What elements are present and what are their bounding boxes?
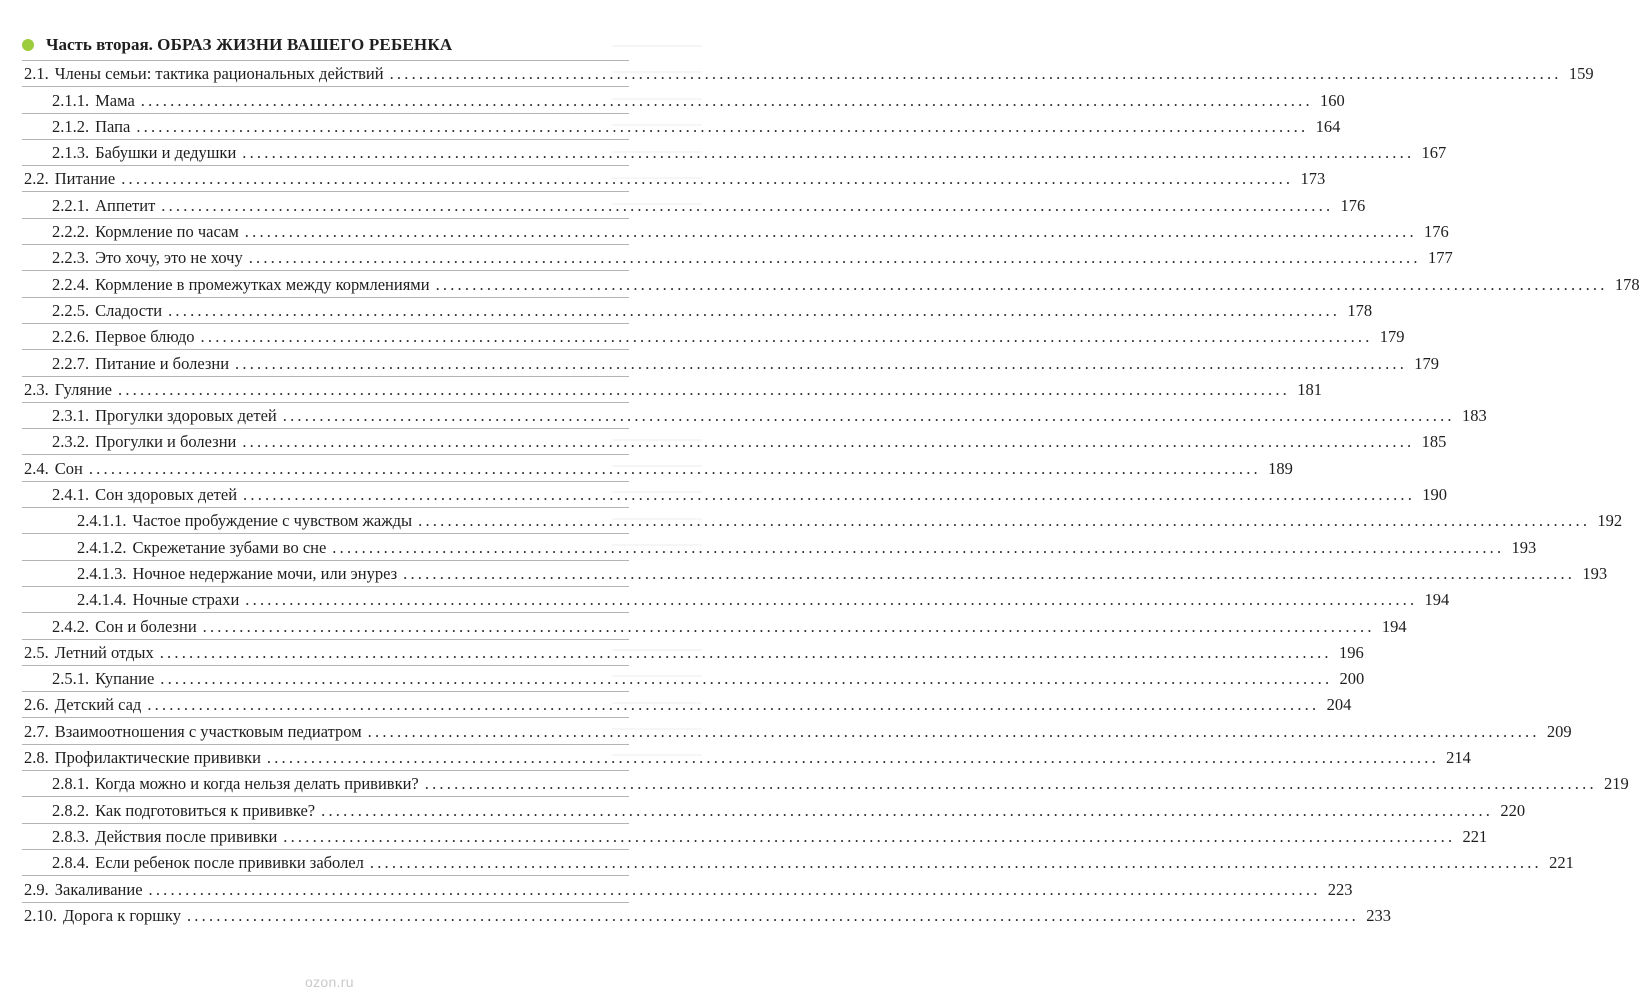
toc-entry-title: Члены семьи: тактика рациональных действий bbox=[54, 64, 384, 84]
toc-entry bbox=[22, 691, 1352, 717]
dot-leader: ................................................................................................................................................................ bbox=[266, 748, 1439, 768]
toc-entry-number: 2.2.5. bbox=[52, 300, 90, 320]
toc-entry-number: 2.1.2. bbox=[52, 116, 90, 136]
toc-entry-title: Как подготовиться к прививке? bbox=[95, 800, 316, 820]
toc-entry-title: Питание bbox=[54, 169, 116, 189]
toc-entry bbox=[22, 586, 1450, 612]
toc-entry-page: 176 bbox=[1424, 222, 1449, 242]
dot-leader: ................................................................................................................................................................ bbox=[186, 905, 1359, 925]
dot-leader: ................................................................................................................................................................ bbox=[168, 300, 1341, 320]
part-title-text: ОБРАЗ ЖИЗНИ ВАШЕГО РЕБЕНКА bbox=[157, 35, 453, 54]
toc-entry bbox=[22, 86, 1345, 112]
toc-entry-page: 185 bbox=[1421, 432, 1447, 452]
toc-entry bbox=[22, 376, 1322, 402]
toc-entry-title: Купание bbox=[95, 669, 155, 689]
toc-entry-page: 221 bbox=[1549, 853, 1574, 873]
toc-entry-number: 2.4.1.2. bbox=[77, 537, 127, 557]
toc-entry-number: 2.4.1.3. bbox=[77, 563, 127, 583]
toc-entry-number: 2.2.1. bbox=[52, 195, 90, 215]
toc-entry-page: 214 bbox=[1446, 748, 1471, 768]
toc-entry-page: 176 bbox=[1340, 195, 1366, 215]
toc-entry-title: Папа bbox=[95, 116, 131, 136]
toc-entry-page: 193 bbox=[1582, 563, 1608, 583]
toc-entry bbox=[22, 639, 1364, 665]
toc-entry-title: Питание и болезни bbox=[95, 353, 230, 373]
toc-entry-page: 196 bbox=[1338, 642, 1364, 662]
toc-entry-number: 2.4.1.4. bbox=[77, 590, 127, 610]
toc-entry-page: 194 bbox=[1424, 590, 1450, 610]
toc-entry-title: Аппетит bbox=[95, 195, 156, 215]
toc-entry-title: Мама bbox=[95, 90, 135, 110]
toc-entry-page: 164 bbox=[1315, 116, 1341, 136]
toc-entry-number: 2.8.4. bbox=[52, 853, 90, 873]
toc-entry-title: Прогулки здоровых детей bbox=[95, 406, 277, 426]
toc-entry bbox=[22, 533, 1537, 559]
toc-entry bbox=[22, 875, 1353, 901]
toc-entry bbox=[22, 612, 1407, 638]
toc-entry-page: 219 bbox=[1604, 774, 1629, 794]
part-header bbox=[22, 33, 682, 57]
toc-entry-title: Гуляние bbox=[54, 379, 112, 399]
toc-entry-number: 2.8. bbox=[24, 748, 49, 768]
toc-entry bbox=[22, 244, 1453, 270]
toc-entry-number: 2.4.2. bbox=[52, 616, 90, 636]
dot-leader: ................................................................................................................................................................ bbox=[244, 222, 1417, 242]
part-title bbox=[46, 35, 452, 55]
toc-entry-title: Кормление в промежутках между кормлениями bbox=[95, 274, 430, 294]
toc-entry bbox=[22, 823, 1488, 849]
toc-entry bbox=[22, 113, 1341, 139]
toc-entry-title: Прогулки и болезни bbox=[95, 432, 237, 452]
toc-entry bbox=[22, 218, 1449, 244]
toc-entry-number: 2.3.1. bbox=[52, 406, 90, 426]
dot-leader: ................................................................................................................................................................ bbox=[418, 511, 1591, 531]
dot-leader: ................................................................................................................................................................ bbox=[367, 721, 1540, 741]
toc-entry-title: Первое блюдо bbox=[95, 327, 195, 347]
dot-leader: ................................................................................................................................................................ bbox=[136, 116, 1309, 136]
toc-entry-number: 2.4.1. bbox=[52, 485, 90, 505]
toc-entry-page: 159 bbox=[1568, 64, 1594, 84]
toc-entry-page: 209 bbox=[1546, 721, 1572, 741]
toc-entry-page: 193 bbox=[1511, 537, 1537, 557]
toc-entry bbox=[22, 902, 1391, 928]
toc-entry-page: 192 bbox=[1597, 511, 1623, 531]
toc-entry-title: Кормление по часам bbox=[95, 222, 239, 242]
toc-entry bbox=[22, 507, 1623, 533]
toc-entry-number: 2.8.3. bbox=[52, 826, 90, 846]
toc-entry-number: 2.2.3. bbox=[52, 248, 90, 268]
toc-entry bbox=[22, 139, 1447, 165]
toc-entry-title: Когда можно и когда нельзя делать прививки? bbox=[95, 774, 419, 794]
toc-entry-page: 160 bbox=[1320, 90, 1345, 110]
toc-entry-page: 194 bbox=[1381, 616, 1407, 636]
toc-entry-title: Летний отдых bbox=[54, 642, 154, 662]
dot-leader: ................................................................................................................................................................ bbox=[245, 590, 1418, 610]
toc-entry-number: 2.3. bbox=[24, 379, 49, 399]
dot-leader: ................................................................................................................................................................ bbox=[235, 353, 1408, 373]
dot-leader: ................................................................................................................................................................ bbox=[88, 458, 1261, 478]
toc-entry-number: 2.7. bbox=[24, 721, 49, 741]
dot-leader: ................................................................................................................................................................ bbox=[369, 853, 1542, 873]
toc-entry bbox=[22, 270, 1640, 296]
toc-entry-number: 2.2.2. bbox=[52, 222, 90, 242]
toc-entry bbox=[22, 297, 1373, 323]
toc-entry-title: Взаимоотношения с участковым педиатром bbox=[54, 721, 362, 741]
dot-leader: ................................................................................................................................................................ bbox=[160, 669, 1333, 689]
toc-entry bbox=[22, 165, 1326, 191]
toc-entry bbox=[22, 744, 1471, 770]
toc-entry-title: Скрежетание зубами во сне bbox=[132, 537, 327, 557]
toc-entry-page: 223 bbox=[1327, 879, 1353, 899]
toc-entry-page: 190 bbox=[1422, 485, 1448, 505]
toc-entry bbox=[22, 849, 1574, 875]
toc-entry-title: Частое пробуждение с чувством жажды bbox=[132, 511, 413, 531]
toc-entry bbox=[22, 323, 1405, 349]
dot-leader: ................................................................................................................................................................ bbox=[389, 64, 1562, 84]
toc-entry-title: Действия после прививки bbox=[95, 826, 278, 846]
part-label: Часть вторая. bbox=[46, 35, 153, 54]
toc-entry-number: 2.1.1. bbox=[52, 90, 90, 110]
toc-entry bbox=[22, 349, 1440, 375]
toc-entry-number: 2.2.6. bbox=[52, 327, 90, 347]
dot-leader: ................................................................................................................................................................ bbox=[248, 248, 1421, 268]
toc-entry bbox=[22, 481, 1448, 507]
toc-entry-number: 2.3.2. bbox=[52, 432, 90, 452]
dot-leader: ................................................................................................................................................................ bbox=[242, 143, 1415, 163]
toc-entry bbox=[22, 770, 1629, 796]
toc-entry-page: 178 bbox=[1347, 300, 1373, 320]
dot-leader: ................................................................................................................................................................ bbox=[140, 90, 1313, 110]
toc-entry-title: Если ребенок после прививки заболел bbox=[95, 853, 364, 873]
dot-leader: ................................................................................................................................................................ bbox=[242, 432, 1415, 452]
toc-entry-page: 183 bbox=[1462, 406, 1487, 426]
toc-entry-page: 173 bbox=[1300, 169, 1326, 189]
toc-entry-number: 2.1.3. bbox=[52, 143, 90, 163]
dot-leader: ................................................................................................................................................................ bbox=[282, 406, 1455, 426]
toc-entry-page: 233 bbox=[1366, 905, 1391, 925]
toc-entry-page: 189 bbox=[1268, 458, 1293, 478]
toc-entry-page: 200 bbox=[1339, 669, 1365, 689]
dot-leader: ................................................................................................................................................................ bbox=[424, 774, 1597, 794]
toc-entry-number: 2.6. bbox=[24, 695, 49, 715]
toc-entry-title: Ночные страхи bbox=[132, 590, 240, 610]
toc-entry bbox=[22, 191, 1366, 217]
toc-entry-page: 179 bbox=[1379, 327, 1405, 347]
dot-leader: ................................................................................................................................................................ bbox=[121, 169, 1294, 189]
toc-entry bbox=[22, 717, 1572, 743]
toc-entry-number: 2.2.7. bbox=[52, 353, 90, 373]
toc-entry bbox=[22, 428, 1447, 454]
toc-entry bbox=[22, 560, 1608, 586]
dot-leader: ................................................................................................................................................................ bbox=[403, 563, 1576, 583]
toc-entry bbox=[22, 402, 1487, 428]
dot-leader: ................................................................................................................................................................ bbox=[159, 642, 1332, 662]
toc-entry-number: 2.2. bbox=[24, 169, 49, 189]
toc-entry bbox=[22, 665, 1365, 691]
toc-entry-title: Это хочу, это не хочу bbox=[95, 248, 243, 268]
toc-entry-number: 2.4.1.1. bbox=[77, 511, 127, 531]
dot-leader: ................................................................................................................................................................ bbox=[283, 826, 1456, 846]
toc-entry-page: 179 bbox=[1414, 353, 1440, 373]
dot-leader: ................................................................................................................................................................ bbox=[202, 616, 1375, 636]
dot-leader: ................................................................................................................................................................ bbox=[161, 195, 1334, 215]
watermark: ozon.ru bbox=[305, 974, 354, 990]
toc-entry-title: Сон bbox=[54, 458, 83, 478]
toc-entry-title: Сон и болезни bbox=[95, 616, 197, 636]
toc-entry-title: Закаливание bbox=[54, 879, 143, 899]
toc-entry-page: 204 bbox=[1326, 695, 1352, 715]
toc-entry-number: 2.8.1. bbox=[52, 774, 90, 794]
toc-entry-page: 167 bbox=[1421, 143, 1447, 163]
toc-entry-page: 221 bbox=[1462, 826, 1488, 846]
toc-entry bbox=[22, 796, 1526, 822]
dot-leader: ................................................................................................................................................................ bbox=[147, 695, 1320, 715]
dot-leader: ................................................................................................................................................................ bbox=[332, 537, 1505, 557]
toc-entry-title: Бабушки и дедушки bbox=[95, 143, 237, 163]
toc-entry-number: 2.4. bbox=[24, 458, 49, 478]
table-of-contents bbox=[22, 60, 1640, 928]
toc-entry-number: 2.2.4. bbox=[52, 274, 90, 294]
toc-entry bbox=[22, 60, 1594, 86]
toc-entry-title: Дорога к горшку bbox=[63, 905, 181, 925]
toc-entry-page: 178 bbox=[1614, 274, 1640, 294]
toc-entry-number: 2.1. bbox=[24, 64, 49, 84]
toc-entry-page: 220 bbox=[1500, 800, 1526, 820]
toc-entry-number: 2.9. bbox=[24, 879, 49, 899]
dot-leader: ................................................................................................................................................................ bbox=[243, 485, 1416, 505]
dot-leader: ................................................................................................................................................................ bbox=[118, 379, 1290, 399]
toc-entry-number: 2.8.2. bbox=[52, 800, 90, 820]
toc-entry-number: 2.10. bbox=[24, 905, 57, 925]
dot-leader: ................................................................................................................................................................ bbox=[200, 327, 1373, 347]
dot-leader: ................................................................................................................................................................ bbox=[321, 800, 1494, 820]
toc-entry-page: 177 bbox=[1427, 248, 1453, 268]
toc-entry-title: Сладости bbox=[95, 300, 163, 320]
toc-entry bbox=[22, 454, 1293, 480]
toc-entry-page: 181 bbox=[1297, 379, 1322, 399]
toc-entry-number: 2.5.1. bbox=[52, 669, 90, 689]
toc-entry-number: 2.5. bbox=[24, 642, 49, 662]
toc-entry-title: Детский сад bbox=[54, 695, 142, 715]
dot-leader: ................................................................................................................................................................ bbox=[435, 274, 1608, 294]
toc-entry-title: Сон здоровых детей bbox=[95, 485, 238, 505]
toc-entry-title: Профилактические прививки bbox=[54, 748, 261, 768]
green-bullet-icon bbox=[22, 39, 34, 51]
dot-leader: ................................................................................................................................................................ bbox=[148, 879, 1321, 899]
toc-entry-title: Ночное недержание мочи, или энурез bbox=[132, 563, 398, 583]
